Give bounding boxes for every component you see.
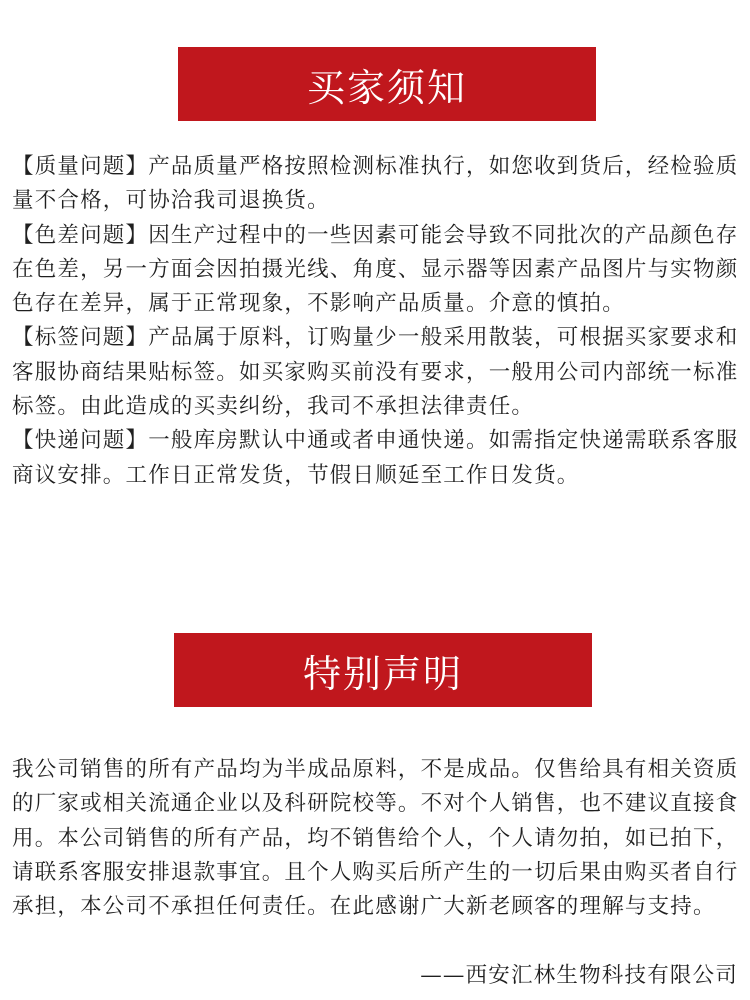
notice-section [12, 150, 742, 493]
statement-title-banner [174, 633, 592, 707]
company-signature: ——西安汇林生物科技有限公司 [420, 963, 738, 988]
notice-title: 买家须知 [306, 65, 467, 110]
label-issue-paragraph: 【标签问题】产品属于原料，订购量少一般采用散装，可根据买家要求和客服协商结果贴标签。如买家购买前没有要求，一般用公司内部统一标准标签。由此造成的买卖纠纷，我司不承担法律责任。 [12, 325, 739, 420]
quality-issue-paragraph: 【质量问题】产品质量严格按照检测标准执行，如您收到货后，经检验质量不合格，可协洽我司退换货。 [12, 154, 739, 214]
statement-title: 特别声明 [302, 651, 463, 696]
express-issue-paragraph: 【快递问题】一般库房默认中通或者申通快递。如需指定快递需联系客服商议安排。工作日正常发货，节假日顺延至工作日发货。 [12, 428, 739, 488]
statement-section [12, 753, 742, 924]
statement-body: 我公司销售的所有产品均为半成品原料，不是成品。仅售给具有相关资质的厂家或相关流通企业以及科研院校等。不对个人销售，也不建议直接食用。本公司销售的所有产品，均不销售给个人，个人请勿拍，如已拍下，请联系客服安排退款事宜。且个人购买后所产生的一切后果由购买者自行承担，本公司不承担任何责任。在此感谢广大新老顾客的理解与支持。 [12, 757, 739, 920]
notice-title-banner [178, 47, 596, 121]
color-difference-paragraph: 【色差问题】因生产过程中的一些因素可能会导致不同批次的产品颜色存在色差，另一方面会因拍摄光线、角度、显示器等因素产品图片与实物颜色存在差异，属于正常现象，不影响产品质量。介意的慎拍。 [12, 222, 739, 317]
